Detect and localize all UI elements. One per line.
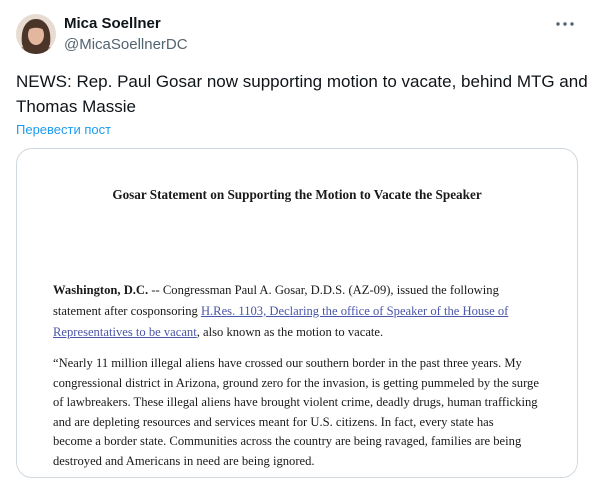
translate-post-link[interactable]: Перевести пост (16, 122, 112, 137)
document-text: -- Congressman Paul A. Gosar, D.D.S. (AZ-09), issued the following (148, 283, 499, 297)
post-text (16, 69, 588, 119)
avatar[interactable] (16, 14, 56, 54)
document-hres-link: H.Res. 1103, Declaring the office of Speaker of the House of (200, 304, 509, 318)
document-hres-link: Representatives to be vacant (53, 325, 197, 339)
document-text: statement after cosponsoring (53, 304, 201, 318)
document-dateline: Washington, D.C. (53, 283, 149, 297)
document-line: congressional district in Arizona, ground zero for the invasion, is getting pummeled by the surge (53, 375, 539, 390)
document-paragraph-1 (53, 280, 523, 343)
author-display-name[interactable]: Mica Soellner (64, 15, 161, 32)
document-title: Gosar Statement on Supporting the Motion to Vacate the Speaker (112, 187, 482, 202)
media-card[interactable] (16, 148, 578, 478)
document-line: become a border state. Communities across the country are being ravaged, families are being (53, 434, 522, 448)
author-handle[interactable]: @MicaSoellnerDC (64, 36, 188, 53)
document-line: and are depleting resources and services meant for U.S. citizens. In fact, every state has (53, 414, 494, 429)
post-text-line: Thomas Massie (16, 97, 136, 116)
document-line: destroyed and Americans in need are being ignored. (53, 453, 315, 468)
post-author (64, 14, 188, 55)
press-release-image (17, 149, 577, 477)
avatar-image (16, 14, 56, 54)
document-line: “Nearly 11 million illegal aliens have crossed our southern border in the past three years. My (53, 356, 522, 370)
more-options-button[interactable] (552, 14, 578, 34)
document-text: , also known as the motion to vacate. (196, 325, 384, 339)
document-line: of lawbreakers. These illegal aliens have brought violent crime, deadly drugs, human trafficking (53, 395, 538, 409)
ellipsis-icon (556, 22, 574, 26)
document-paragraph-2 (53, 354, 539, 471)
post-text-line: NEWS: Rep. Paul Gosar now supporting motion to vacate, behind MTG and (16, 72, 588, 91)
